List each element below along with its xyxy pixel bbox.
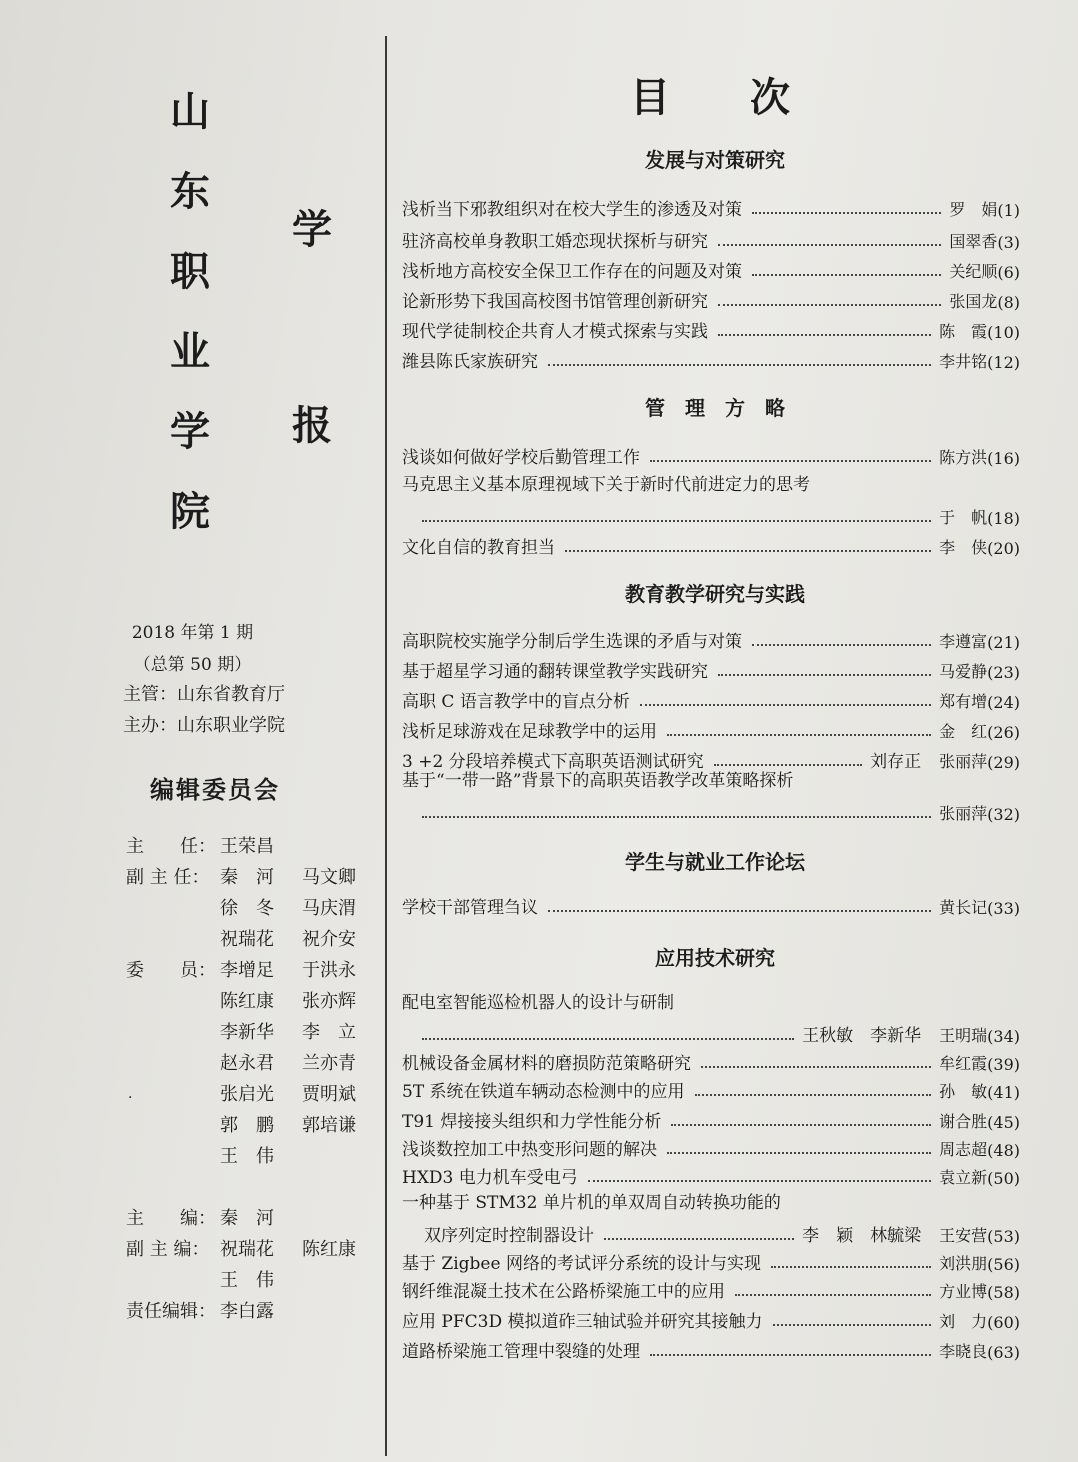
toc-entry-page: (60) — [987, 1313, 1020, 1332]
toc-entry-author: 李井铭 — [939, 352, 988, 371]
toc-leader-dots — [718, 334, 931, 336]
toc-leader-dots — [422, 520, 931, 522]
toc-entry-author: 孙 敏 — [939, 1082, 988, 1101]
toc-entry-page: (53) — [987, 1227, 1020, 1246]
title-char: 业 — [170, 329, 210, 375]
toc-leader-dots — [718, 304, 941, 306]
organizer-line: 主办：山东职业学院 — [123, 715, 285, 736]
board-member: 贾明斌 — [302, 1084, 356, 1105]
toc-entry-author: 李遵富 — [939, 632, 988, 651]
toc-entry-title: 现代学徒制校企共育人才模式探索与实践 — [402, 322, 708, 342]
toc-entry[interactable] — [402, 714, 1020, 742]
toc-entry-page: (26) — [987, 723, 1020, 742]
toc-entry[interactable] — [402, 890, 1020, 918]
toc-entry-page: (45) — [987, 1113, 1020, 1132]
toc-entry-title: 高职院校实施学分制后学生选课的矛盾与对策 — [402, 632, 742, 652]
toc-entry-title: 钢纤维混凝土技术在公路桥梁施工中的应用 — [402, 1282, 725, 1302]
toc-entry-title: 机械设备金属材料的磨损防范策略研究 — [402, 1054, 691, 1074]
board-member: 李 立 — [302, 1022, 356, 1043]
toc-entry-author: 黄长记 — [939, 898, 988, 917]
toc-entry-author: 李晓良 — [939, 1342, 988, 1361]
toc-entry[interactable] — [402, 1334, 1020, 1362]
toc-entry[interactable] — [412, 500, 1020, 528]
toc-entry-coauthor: 李 颖 林毓梁 — [802, 1226, 922, 1246]
toc-entry-author: 王安营 — [939, 1226, 988, 1245]
toc-entry[interactable] — [402, 1160, 1020, 1188]
toc-entry-author: 陈 霞 — [939, 322, 988, 341]
toc-entry[interactable] — [402, 314, 1020, 342]
toc-entry-title: 道路桥梁施工管理中裂缝的处理 — [402, 1342, 640, 1362]
board-role: 副 主 编： — [126, 1239, 210, 1260]
toc-entry-title: 高职 C 语言教学中的盲点分析 — [402, 692, 630, 712]
toc-entry-page: (50) — [987, 1169, 1020, 1188]
toc-entry-coauthor: 刘存正 — [870, 752, 922, 772]
toc-leader-dots — [650, 460, 931, 462]
board-member: 兰亦青 — [302, 1053, 356, 1074]
sponsor-line: 主管：山东省教育厅 — [123, 684, 285, 705]
toc-entry-title: 基于超星学习通的翻转课堂教学实践研究 — [402, 662, 708, 682]
title-char: 东 — [170, 169, 210, 215]
toc-entry-page: (32) — [987, 805, 1020, 824]
toc-entry-author: 王明瑞 — [939, 1026, 988, 1045]
toc-leader-dots — [752, 212, 941, 214]
toc-leader-dots — [604, 1238, 794, 1240]
toc-leader-dots — [752, 274, 941, 276]
toc-entry-page: (6) — [997, 263, 1020, 282]
toc-leader-dots — [701, 1066, 931, 1068]
toc-entry-title: 驻济高校单身教职工婚恋现状探析与研究 — [402, 232, 708, 252]
board-role: 责任编辑： — [126, 1301, 216, 1322]
toc-entry-author: 马爱静 — [939, 662, 988, 681]
toc-leader-dots — [773, 1324, 932, 1326]
journal-title-column-1 — [170, 89, 210, 572]
board-member: 祝瑞花 — [220, 929, 274, 950]
toc-entry-author: 刘洪朋 — [939, 1254, 988, 1273]
toc-entry[interactable] — [402, 192, 1020, 220]
toc-leader-dots — [640, 704, 931, 706]
toc-entry-title: T91 焊接接头组织和力学性能分析 — [402, 1112, 662, 1132]
board-member: 李白露 — [220, 1301, 274, 1322]
toc-leader-dots — [588, 1180, 931, 1182]
toc-entry-page: (41) — [987, 1083, 1020, 1102]
toc-leader-dots — [548, 910, 931, 912]
board-role: 主 任： — [126, 836, 216, 857]
board-member: 秦 河 — [220, 867, 274, 888]
issue-total: （总第 50 期） — [133, 655, 252, 675]
toc-entry-author: 关纪顺 — [949, 262, 998, 281]
toc-leader-dots — [667, 1152, 931, 1154]
board-member: 祝瑞花 — [220, 1239, 274, 1260]
toc-leader-dots — [422, 1038, 794, 1040]
toc-entry-author: 国翠香 — [949, 232, 998, 251]
toc-entry-title: 文化自信的教育担当 — [402, 538, 555, 558]
toc-entry-page: (16) — [987, 449, 1020, 468]
board-member: 祝介安 — [302, 929, 356, 950]
toc-leader-dots — [735, 1294, 931, 1296]
toc-leader-dots — [565, 550, 931, 552]
board-member: 张启光 — [220, 1084, 274, 1105]
toc-entry-author: 方业博 — [939, 1282, 988, 1301]
toc-entry-title: 5T 系统在铁道车辆动态检测中的应用 — [402, 1082, 685, 1102]
toc-entry-title: 基于“一带一路”背景下的高职英语教学改革策略探析 — [402, 771, 794, 791]
toc-entry-title: 论新形势下我国高校图书馆管理创新研究 — [402, 292, 708, 312]
toc-entry[interactable] — [424, 1218, 1020, 1246]
board-member: 陈红康 — [220, 991, 274, 1012]
toc-leader-dots — [650, 1354, 931, 1356]
title-char: 报 — [292, 403, 332, 449]
toc-entry-author: 郑有增 — [939, 692, 988, 711]
toc-entry-title: 浅谈如何做好学校后勤管理工作 — [402, 448, 640, 468]
board-member: 李增足 — [220, 960, 274, 981]
toc-entry[interactable] — [402, 1274, 1020, 1302]
toc-entry-author: 刘 力 — [939, 1312, 988, 1331]
toc-entry-title: 马克思主义基本原理视域下关于新时代前进定力的思考 — [402, 475, 810, 495]
toc-section-heading: 教育教学研究与实践 — [625, 582, 805, 606]
toc-entry[interactable] — [402, 1132, 1020, 1160]
toc-entry-page: (33) — [987, 899, 1020, 918]
toc-entry-author: 于 帆 — [939, 508, 988, 527]
editorial-board-title: 编辑委员会 — [150, 776, 280, 804]
toc-leader-dots — [718, 674, 931, 676]
board-member: 王 伟 — [220, 1270, 274, 1291]
board-member: 赵永君 — [220, 1053, 274, 1074]
toc-entry-page: (23) — [987, 663, 1020, 682]
toc-leader-dots — [752, 644, 931, 646]
stray-mark: . — [128, 1086, 133, 1102]
column-divider — [385, 36, 387, 1456]
toc-entry[interactable] — [402, 1304, 1020, 1332]
toc-entry[interactable] — [402, 1046, 1020, 1074]
toc-leader-dots — [695, 1094, 932, 1096]
toc-entry[interactable] — [402, 1246, 1020, 1274]
toc-entry[interactable] — [402, 1074, 1020, 1102]
toc-entry-page: (39) — [987, 1055, 1020, 1074]
toc-entry-title: 应用 PFC3D 模拟道砟三轴试验并研究其接触力 — [402, 1312, 763, 1332]
toc-entry-page: (34) — [987, 1027, 1020, 1046]
toc-entry[interactable] — [402, 254, 1020, 282]
toc-entry-page: (8) — [997, 293, 1020, 312]
toc-entry-title: 基于 Zigbee 网络的考试评分系统的设计与实现 — [402, 1254, 761, 1274]
issue-number: 2018 年第 1 期 — [131, 623, 254, 643]
toc-entry[interactable] — [412, 1018, 1020, 1046]
board-member: 马庆渭 — [302, 898, 356, 919]
board-role: 主 编： — [126, 1208, 216, 1229]
toc-entry-page: (21) — [987, 633, 1020, 652]
toc-entry-title: 一种基于 STM32 单片机的单双周自动转换功能的 — [402, 1193, 781, 1213]
toc-entry-title: 3 +2 分段培养模式下高职英语测试研究 — [402, 752, 704, 772]
toc-entry-title: 学校干部管理刍议 — [402, 898, 538, 918]
toc-section-heading: 发展与对策研究 — [645, 148, 785, 172]
toc-entry-title: 双序列定时控制器设计 — [424, 1226, 594, 1246]
toc-leader-dots — [771, 1266, 931, 1268]
toc-entry-title: 浅析当下邪教组织对在校大学生的渗透及对策 — [402, 200, 742, 220]
toc-entry-author: 谢合胜 — [939, 1112, 988, 1131]
toc-section-heading: 应用技术研究 — [655, 946, 775, 970]
toc-entry-page: (56) — [987, 1255, 1020, 1274]
board-member: 王荣昌 — [220, 836, 274, 857]
toc-entry-title: 潍县陈氏家族研究 — [402, 352, 538, 372]
toc-title: 目次 — [630, 75, 870, 121]
toc-entry-title: 浅析地方高校安全保卫工作存在的问题及对策 — [402, 262, 742, 282]
toc-entry[interactable] — [402, 684, 1020, 712]
toc-entry[interactable] — [402, 440, 1020, 468]
board-role: 委 员： — [126, 960, 216, 981]
toc-entry-page: (1) — [997, 201, 1020, 220]
toc-entry-page: (29) — [987, 753, 1020, 772]
toc-entry-page: (10) — [987, 323, 1020, 342]
toc-leader-dots — [718, 244, 941, 246]
toc-entry[interactable] — [402, 530, 1020, 558]
toc-entry-page: (20) — [987, 539, 1020, 558]
toc-entry-author: 张国龙 — [949, 292, 998, 311]
toc-entry-page: (58) — [987, 1283, 1020, 1302]
toc-entry-author: 李 侠 — [939, 538, 988, 557]
title-char: 职 — [170, 249, 210, 295]
toc-entry-page: (48) — [987, 1141, 1020, 1160]
toc-entry[interactable] — [402, 624, 1020, 652]
board-member: 郭培谦 — [302, 1115, 356, 1136]
board-member: 郭 鹏 — [220, 1115, 274, 1136]
toc-entry-page: (63) — [987, 1343, 1020, 1362]
toc-entry-coauthor: 王秋敏 李新华 — [802, 1026, 922, 1046]
toc-entry[interactable] — [402, 224, 1020, 252]
toc-entry[interactable] — [402, 344, 1020, 372]
toc-entry-author: 牟红霞 — [939, 1054, 988, 1073]
toc-entry-page: (3) — [997, 233, 1020, 252]
toc-entry-author: 陈方洪 — [939, 448, 988, 467]
board-member: 马文卿 — [302, 867, 356, 888]
toc-entry-author: 周志超 — [939, 1140, 988, 1159]
title-char: 院 — [170, 489, 210, 535]
toc-entry-page: (24) — [987, 693, 1020, 712]
toc-entry-title: 浅谈数控加工中热变形问题的解决 — [402, 1140, 657, 1160]
toc-entry[interactable] — [402, 284, 1020, 312]
board-member: 王 伟 — [220, 1146, 274, 1167]
toc-entry[interactable] — [402, 654, 1020, 682]
toc-entry-title: 浅析足球游戏在足球教学中的运用 — [402, 722, 657, 742]
title-char: 学 — [170, 409, 210, 455]
toc-entry-author: 金 红 — [939, 722, 988, 741]
toc-section-heading: 管 理 方 略 — [645, 396, 785, 420]
journal-title-column-2 — [292, 207, 332, 449]
toc-section-heading: 学生与就业工作论坛 — [625, 850, 805, 874]
toc-entry[interactable] — [402, 1104, 1020, 1132]
toc-entry-title: 配电室智能巡检机器人的设计与研制 — [402, 993, 674, 1013]
title-char: 山 — [170, 89, 210, 135]
board-member: 张亦辉 — [302, 991, 356, 1012]
toc-entry-page: (18) — [987, 509, 1020, 528]
toc-entry-title: HXD3 电力机车受电弓 — [402, 1168, 578, 1188]
toc-entry-author: 张丽萍 — [939, 752, 988, 771]
toc-leader-dots — [667, 734, 931, 736]
toc-leader-dots — [671, 1124, 931, 1126]
toc-entry-author: 张丽萍 — [939, 804, 988, 823]
board-member: 徐 冬 — [220, 898, 274, 919]
toc-entry-author: 袁立新 — [939, 1168, 988, 1187]
title-char: 学 — [292, 207, 332, 253]
toc-entry[interactable] — [412, 796, 1020, 824]
toc-leader-dots — [548, 364, 931, 366]
board-member: 陈红康 — [302, 1239, 356, 1260]
board-member: 李新华 — [220, 1022, 274, 1043]
board-member: 秦 河 — [220, 1208, 274, 1229]
toc-entry-author: 罗 娟 — [949, 200, 998, 219]
toc-leader-dots — [422, 816, 931, 818]
board-member: 于洪永 — [302, 960, 356, 981]
board-role: 副 主 任： — [126, 867, 210, 888]
toc-entry-page: (12) — [987, 353, 1020, 372]
